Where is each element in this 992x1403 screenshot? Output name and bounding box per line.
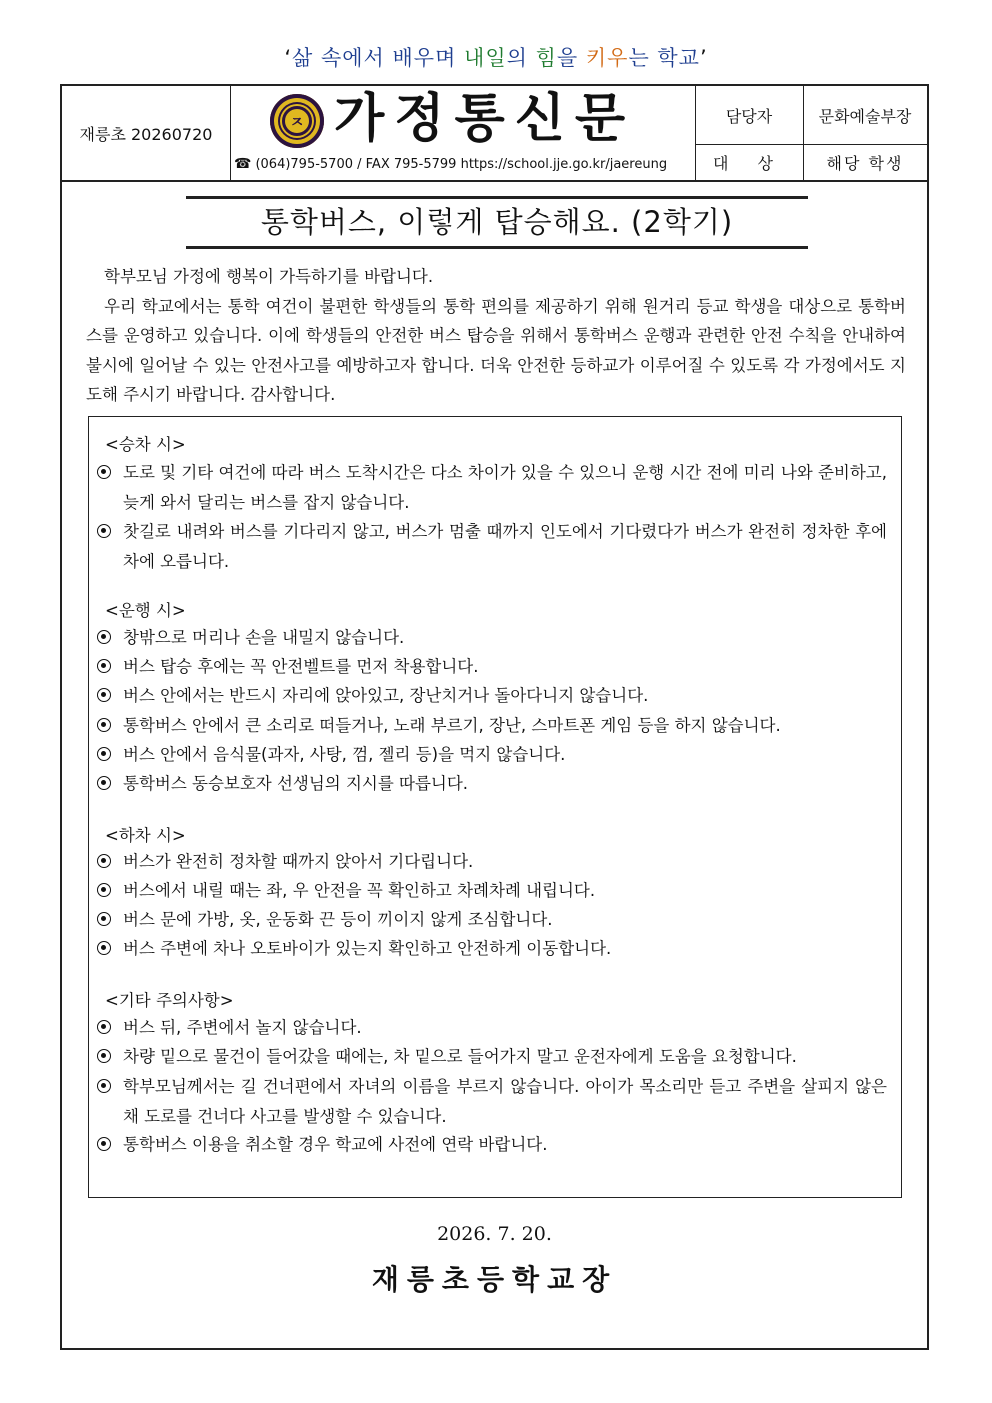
bullet-icon: [97, 747, 111, 761]
school-emblem-icon: [270, 94, 324, 148]
section-title-riding: <운행 시>: [105, 601, 186, 620]
bullet-icon: [97, 524, 111, 538]
manager-label: 담당자: [695, 86, 804, 145]
list-item: 버스 문에 가방, 옷, 운동화 끈 등이 끼이지 않게 조심합니다.: [97, 905, 887, 935]
newsletter-name: 가정통신문: [334, 88, 636, 149]
motto-part4: 힘: [535, 46, 557, 70]
list-item: 통학버스 이용을 취소할 경우 학교에 사전에 연락 바랍니다.: [97, 1130, 887, 1160]
bullet-icon: [97, 776, 111, 790]
principal-signature: 재릉초등학교장: [371, 1263, 618, 1296]
school-motto: [0, 42, 992, 72]
motto-part1: 삶 속에서 배우며: [292, 46, 465, 70]
bullet-icon: [97, 659, 111, 673]
newsletter-header: [62, 86, 927, 182]
bullet-icon: [97, 1049, 111, 1063]
greeting: 학부모님 가정에 행복이 가득하기를 바랍니다.: [104, 267, 434, 286]
section-title-other-notes: <기타 주의사항>: [105, 991, 234, 1010]
section-title-boarding: <승차 시>: [105, 435, 186, 454]
target-value: 해당 학생: [826, 153, 904, 173]
newsletter-frame: [60, 84, 929, 1350]
motto-open-quote: ‘: [284, 46, 293, 70]
list-item: 버스에서 내릴 때는 좌, 우 안전을 꼭 확인하고 차례차례 내립니다.: [97, 876, 887, 906]
safety-rules-box: [88, 416, 902, 1198]
list-item: 학부모님께서는 길 건너편에서 자녀의 이름을 부르지 않습니다. 아이가 목소리만 듣고 주변을 살피지 않은 채 도로를 건너다 사고를 발생할 수 있습니다.: [97, 1072, 887, 1131]
bullet-icon: [97, 465, 111, 479]
bullet-icon: [97, 718, 111, 732]
bullet-icon: [97, 630, 111, 644]
intro-text: [86, 262, 906, 410]
list-item: 창밖으로 머리나 손을 내밀지 않습니다.: [97, 623, 887, 653]
list-item: 차량 밑으로 물건이 들어갔을 때에는, 차 밑으로 들어가지 말고 운전자에게 도움을 요청합니다.: [97, 1042, 887, 1072]
section-title-getting-off: <하차 시>: [105, 826, 186, 845]
issue-date: 2026. 7. 20.: [437, 1223, 552, 1245]
bullet-icon: [97, 912, 111, 926]
motto-close-quote: ’: [699, 46, 708, 70]
header-title-cell: [230, 86, 696, 180]
bullet-icon: [97, 941, 111, 955]
article-title: 통학버스, 이렇게 탑승해요. (2학기): [260, 205, 734, 239]
list-item: 버스 탑승 후에는 꼭 안전벨트를 먼저 착용합니다.: [97, 652, 887, 682]
bullet-icon: [97, 688, 111, 702]
bullet-icon: [97, 1137, 111, 1151]
contact-text: (064)795-5700 / FAX 795-5799 https://school.jje.go.kr/jaereung: [255, 157, 668, 172]
bullet-icon: [97, 883, 111, 897]
list-item: 버스 뒤, 주변에서 놀지 않습니다.: [97, 1013, 887, 1043]
list-item: 도로 및 기타 여건에 따라 버스 도착시간은 다소 차이가 있을 수 있으니 운행 시간 전에 미리 나와 준비하고, 늦게 와서 달리는 버스를 잡지 않습니다.: [97, 458, 887, 517]
motto-part7: 는 학교: [628, 46, 700, 70]
list-item: 버스 주변에 차나 오토바이가 있는지 확인하고 안전하게 이동합니다.: [97, 934, 887, 964]
title-rule-top: [186, 196, 808, 199]
target-label: 대 상: [695, 144, 804, 180]
list-item: 통학버스 동승보호자 선생님의 지시를 따릅니다.: [97, 769, 887, 799]
list-item: 버스 안에서는 반드시 자리에 앉아있고, 장난치거나 돌아다니지 않습니다.: [97, 681, 887, 711]
list-item: 통학버스 안에서 큰 소리로 떠들거나, 노래 부르기, 장난, 스마트폰 게임 등을 하지 않습니다.: [97, 711, 887, 741]
manager-value: 문화예술부장: [803, 86, 927, 145]
contact-info: [234, 154, 667, 175]
motto-part2: 내일: [464, 46, 507, 70]
motto-part5: 을: [556, 46, 586, 70]
title-rule-bottom: [186, 246, 808, 249]
list-item: 버스가 완전히 정차할 때까지 앉아서 기다립니다.: [97, 847, 887, 877]
motto-part3: 의: [506, 46, 536, 70]
document-number: 재릉초 20260720: [62, 86, 231, 180]
bullet-icon: [97, 854, 111, 868]
bullet-icon: [97, 1079, 111, 1093]
bullet-icon: [97, 1020, 111, 1034]
telephone-icon: ☎: [234, 156, 252, 172]
list-item: 찻길로 내려와 버스를 기다리지 않고, 버스가 멈출 때까지 인도에서 기다렸다가 버스가 완전히 정차한 후에 차에 오릅니다.: [97, 517, 887, 576]
list-item: 버스 안에서 음식물(과자, 사탕, 껌, 젤리 등)을 먹지 않습니다.: [97, 740, 887, 770]
emblem-letter: ㅈ: [282, 106, 312, 136]
intro-body: 우리 학교에서는 통학 여건이 불편한 학생들의 통학 편의를 제공하기 위해 원거리 등교 학생을 대상으로 통학버스를 운영하고 있습니다. 이에 학생들의 안전한 버스 탑승을 위해서 통학버스 운행과 관련한 안전 수칙을 안내하여 불시에 일어날 수 있는 안전사고를 예방하고자 합니다. 더욱 안전한 등하교가 이루어질 수 있도록 각 가정에서도 지도해 주시기 바랍니다. 감사합니다.: [86, 296, 906, 404]
motto-part6: 키우: [585, 46, 629, 70]
